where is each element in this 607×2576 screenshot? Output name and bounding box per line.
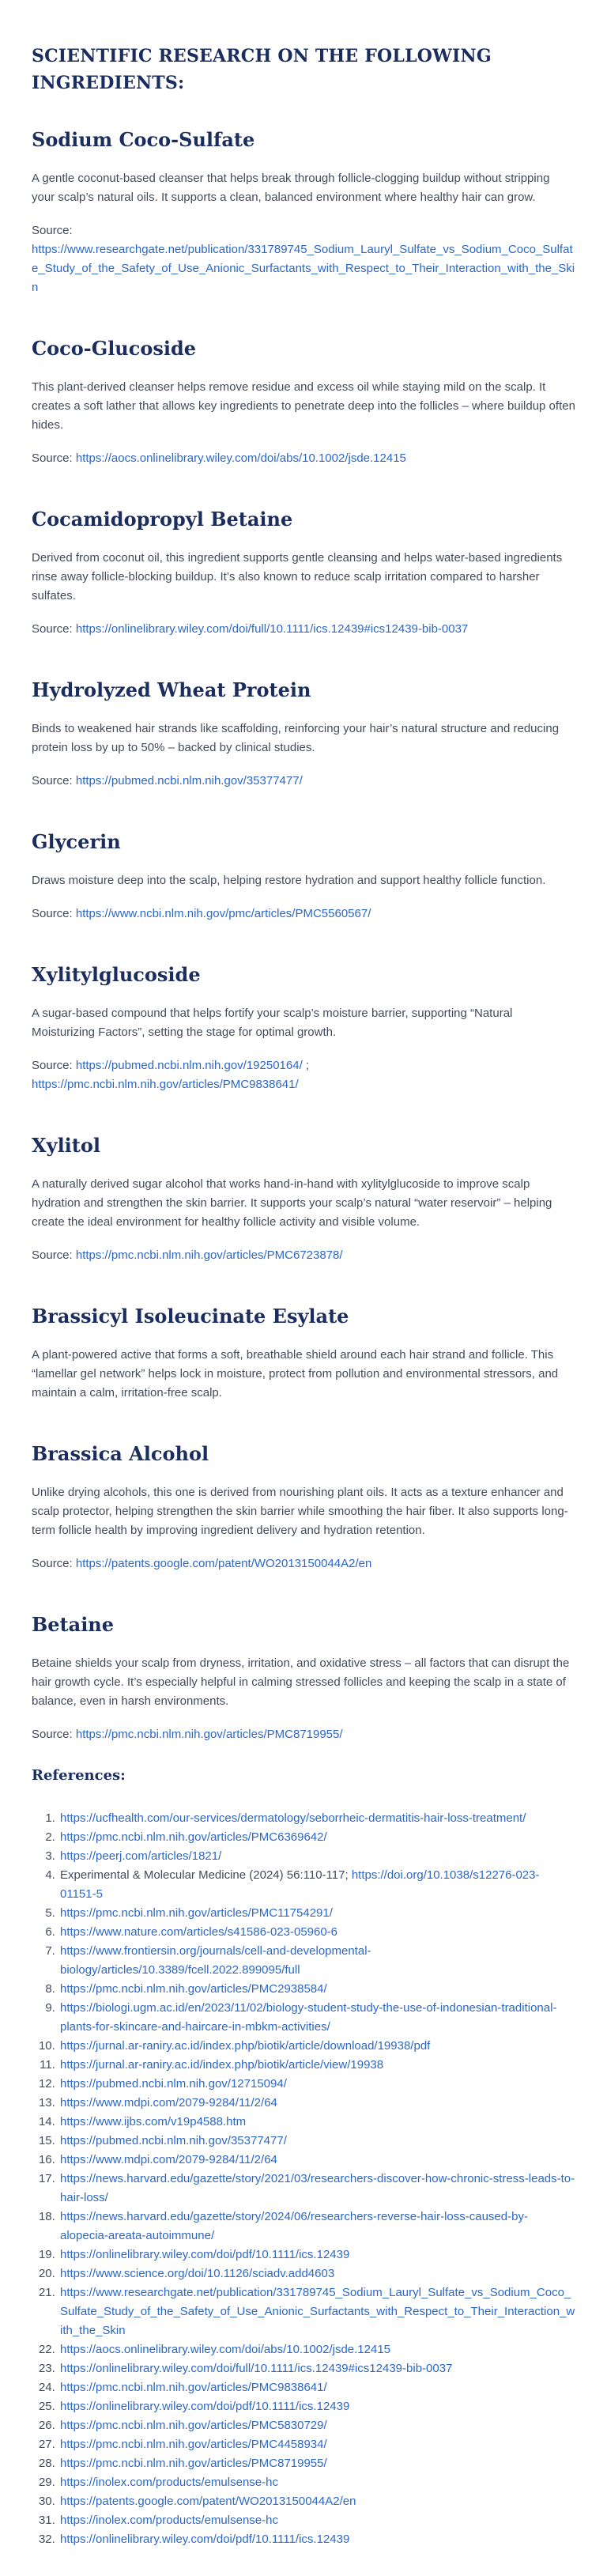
reference-item	[58, 2037, 575, 2056]
source-line	[32, 772, 575, 791]
ingredient-section	[32, 128, 575, 297]
source-label: Source:	[32, 451, 73, 465]
ingredient-description: A naturally derived sugar alcohol that works hand-in-hand with xylitylglucoside to improve scalp hydration and strengthen the skin barrier. It supports your scalp’s natural “water reservoir” – helping create the ideal environment for healthy follicle activity and visible volume.	[32, 1177, 552, 1229]
source-link[interactable]: https://pmc.ncbi.nlm.nih.gov/articles/PMC8719955/	[75, 1728, 343, 1741]
ingredient-description: Derived from coconut oil, this ingredient supports gentle cleansing and helps water-based ingredients rinse away follicle-blocking buildup. It’s also known to reduce scalp irritation compared to harsher sulfates.	[32, 551, 563, 602]
ingredient-description: Binds to weakened hair strands like scaffolding, reinforcing your hair’s natural structure and reducing protein loss by up to 50% – backed by clinical studies.	[32, 722, 560, 754]
source-link[interactable]: https://pubmed.ncbi.nlm.nih.gov/19250164/	[75, 1059, 303, 1072]
reference-item	[58, 2075, 575, 2094]
source-label: Source:	[32, 774, 73, 788]
reference-link[interactable]: https://aocs.onlinelibrary.wiley.com/doi/abs/10.1002/jsde.12415	[60, 2343, 391, 2356]
reference-text: Experimental & Molecular Medicine (2024) 56:110-117;	[60, 1868, 349, 1882]
reference-item	[58, 2283, 575, 2340]
ingredient-section	[32, 1134, 575, 1265]
ingredient-heading: Glycerin	[32, 830, 121, 853]
ingredient-description: A gentle coconut-based cleanser that helps break through follicle-clogging buildup without stripping your scalp’s natural oils. It supports a clean, balanced environment where healthy hair can grow.	[32, 172, 550, 204]
source-label: Source:	[32, 1557, 73, 1570]
reference-link[interactable]: https://www.researchgate.net/publication/331789745_Sodium_Lauryl_Sulfate_vs_Sodium_Coco_Sulfate_Study_of_the_Safety_of_Use_Anionic_Surfactants_with_Respect_to_Their_Interaction_with_the_Skin	[60, 2286, 575, 2337]
reference-link[interactable]: https://onlinelibrary.wiley.com/doi/pdf/10.1111/ics.12439	[60, 2248, 350, 2261]
ingredient-heading: Betaine	[32, 1613, 115, 1636]
reference-link[interactable]: https://pmc.ncbi.nlm.nih.gov/articles/PMC11754291/	[60, 1906, 333, 1920]
reference-item	[58, 2208, 575, 2246]
source-line	[32, 620, 575, 639]
reference-link[interactable]: https://www.frontiersin.org/journals/cell-and-developmental-biology/articles/10.3389/fcell.2022.899095/full	[60, 1944, 371, 1977]
reference-link[interactable]: https://news.harvard.edu/gazette/story/2024/06/researchers-reverse-hair-loss-caused-by-alopecia-areata-autoimmune/	[60, 2210, 528, 2242]
reference-link[interactable]: https://www.mdpi.com/2079-9284/11/2/64	[60, 2096, 277, 2110]
reference-link[interactable]: https://ucfhealth.com/our-services/dermatology/seborrheic-dermatitis-hair-loss-treatment/	[60, 1811, 526, 1825]
source-line	[32, 1554, 575, 1573]
reference-item	[58, 2473, 575, 2492]
ingredient-description: Betaine shields your scalp from dryness, irritation, and oxidative stress – all factors that can disrupt the hair growth cycle. It’s especially helpful in calming stressed follicles and keeping the scalp in a state of balance, even in harsh environments.	[32, 1656, 570, 1708]
reference-link[interactable]: https://pubmed.ncbi.nlm.nih.gov/35377477/	[60, 2134, 287, 2147]
reference-item	[58, 2378, 575, 2397]
ingredient-description: This plant-derived cleanser helps remove residue and excess oil while staying mild on the scalp. It creates a soft lather that allows key ingredients to penetrate deep into the follicles – where buildup often hides.	[32, 380, 575, 432]
source-label: Source:	[32, 1059, 73, 1072]
ingredient-heading: Hydrolyzed Wheat Protein	[32, 678, 311, 701]
ingredient-heading: Xylitol	[32, 1134, 101, 1157]
reference-item	[58, 1942, 575, 1980]
ingredient-heading: Cocamidopropyl Betaine	[32, 508, 293, 531]
ingredient-description: Draws moisture deep into the scalp, helping restore hydration and support healthy follicle function.	[32, 874, 546, 887]
reference-link[interactable]: https://pmc.ncbi.nlm.nih.gov/articles/PMC9838641/	[60, 2381, 327, 2394]
reference-link[interactable]: https://pmc.ncbi.nlm.nih.gov/articles/PMC5830729/	[60, 2419, 327, 2432]
reference-item	[58, 1866, 575, 1904]
reference-item	[58, 1809, 575, 1828]
reference-item	[58, 2511, 575, 2530]
source-link[interactable]: https://pmc.ncbi.nlm.nih.gov/articles/PMC9838641/	[32, 1078, 299, 1091]
ingredient-section	[32, 508, 575, 639]
reference-item	[58, 2264, 575, 2283]
reference-item	[58, 2056, 575, 2075]
source-link[interactable]: https://www.researchgate.net/publication/331789745_Sodium_Lauryl_Sulfate_vs_Sodium_Coco_Sulfate_Study_of_the_Safety_of_Use_Anionic_Surfactants_with_Respect_to_Their_Interaction_with_the_Skin	[32, 243, 575, 294]
reference-item	[58, 1999, 575, 2037]
ingredient-heading: Brassica Alcohol	[32, 1442, 209, 1465]
reference-link[interactable]: https://pmc.ncbi.nlm.nih.gov/articles/PMC4458934/	[60, 2438, 327, 2451]
reference-link[interactable]: https://peerj.com/articles/1821/	[60, 1849, 222, 1863]
ingredient-description: A plant-powered active that forms a soft, breathable shield around each hair strand and follicle. This “lamellar gel network” helps lock in moisture, protect from pollution and environmental stressors, and maintain a calm, irritation-free scalp.	[32, 1348, 559, 1399]
references-list	[32, 1809, 575, 2549]
source-line	[32, 1056, 575, 1094]
reference-item	[58, 2530, 575, 2549]
ingredient-heading: Sodium Coco-Sulfate	[32, 128, 255, 151]
reference-item	[58, 2359, 575, 2378]
reference-item	[58, 2340, 575, 2359]
ingredient-section	[32, 1613, 575, 1744]
reference-link[interactable]: https://biologi.ugm.ac.id/en/2023/11/02/biology-student-study-the-use-of-indonesian-traditional-plants-for-skincare-and-haircare-in-mbkm-activities/	[60, 2001, 557, 2034]
source-separator: ;	[302, 1059, 310, 1072]
reference-item	[58, 1828, 575, 1847]
source-line	[32, 905, 575, 924]
reference-item	[58, 2435, 575, 2454]
reference-item	[58, 1980, 575, 1999]
source-link[interactable]: https://onlinelibrary.wiley.com/doi/full/10.1111/ics.12439#ics12439-bib-0037	[75, 622, 469, 636]
reference-item	[58, 2094, 575, 2113]
reference-link[interactable]: https://www.mdpi.com/2079-9284/11/2/64	[60, 2153, 277, 2166]
reference-link[interactable]: https://inolex.com/products/emulsense-hc	[60, 2514, 278, 2527]
reference-item	[58, 1847, 575, 1866]
source-link[interactable]: https://pubmed.ncbi.nlm.nih.gov/35377477/	[75, 774, 303, 788]
source-link[interactable]: https://www.ncbi.nlm.nih.gov/pmc/articles/PMC5560567/	[75, 907, 371, 920]
reference-item	[58, 2454, 575, 2473]
reference-item	[58, 1904, 575, 1923]
reference-link[interactable]: https://patents.google.com/patent/WO2013150044A2/en	[60, 2495, 356, 2508]
source-link[interactable]: https://patents.google.com/patent/WO2013150044A2/en	[75, 1557, 372, 1570]
reference-link[interactable]: https://www.science.org/doi/10.1126/sciadv.add4603	[60, 2267, 335, 2280]
reference-link[interactable]: https://www.nature.com/articles/s41586-023-05960-6	[60, 1925, 338, 1939]
reference-link[interactable]: https://onlinelibrary.wiley.com/doi/pdf/10.1111/ics.12439	[60, 2533, 350, 2546]
source-label: Source:	[32, 622, 73, 636]
ingredient-heading: Xylitylglucoside	[32, 963, 201, 986]
reference-link[interactable]: https://pmc.ncbi.nlm.nih.gov/articles/PMC6369642/	[60, 1830, 327, 1844]
reference-link[interactable]: https://onlinelibrary.wiley.com/doi/pdf/10.1111/ics.12439	[60, 2400, 350, 2413]
reference-link[interactable]: https://jurnal.ar-raniry.ac.id/index.php/biotik/article/download/19938/pdf	[60, 2039, 431, 2053]
reference-link[interactable]: https://jurnal.ar-raniry.ac.id/index.php/biotik/article/view/19938	[60, 2058, 384, 2072]
ingredients	[32, 128, 575, 1744]
ingredient-section	[32, 963, 575, 1094]
ingredient-section	[32, 678, 575, 791]
reference-item	[58, 2113, 575, 2132]
reference-link[interactable]: https://news.harvard.edu/gazette/story/2021/03/researchers-discover-how-chronic-stress-leads-to-hair-loss/	[60, 2172, 575, 2204]
ingredient-section	[32, 337, 575, 468]
ingredient-description: A sugar-based compound that helps fortify your scalp’s moisture barrier, supporting “Natural Moisturizing Factors”, setting the stage for optimal growth.	[32, 1007, 513, 1039]
reference-link[interactable]: https://onlinelibrary.wiley.com/doi/full/10.1111/ics.12439#ics12439-bib-0037	[60, 2362, 453, 2375]
reference-link[interactable]: https://pubmed.ncbi.nlm.nih.gov/12715094/	[60, 2077, 287, 2091]
source-label: Source:	[32, 1248, 73, 1262]
references-heading: References:	[32, 1767, 126, 1784]
ingredient-description: Unlike drying alcohols, this one is derived from nourishing plant oils. It acts as a texture enhancer and scalp protector, helping strengthen the skin barrier while smoothing the hair fiber. It also supports long-term follicle health by improving ingredient delivery and hydration retention.	[32, 1486, 568, 1537]
reference-link[interactable]: https://www.ijbs.com/v19p4588.htm	[60, 2115, 247, 2128]
reference-link[interactable]: https://doi.org/10.1038/s12276-023-01151-5	[60, 1868, 540, 1901]
reference-link[interactable]: https://inolex.com/products/emulsense-hc	[60, 2476, 278, 2489]
reference-link[interactable]: https://pmc.ncbi.nlm.nih.gov/articles/PMC8719955/	[60, 2457, 327, 2470]
page-title: SCIENTIFIC RESEARCH ON THE FOLLOWING INGREDIENTS:	[32, 46, 492, 93]
source-label: Source:	[32, 907, 73, 920]
ingredient-section	[32, 1305, 575, 1403]
reference-item	[58, 2492, 575, 2511]
source-link[interactable]: https://aocs.onlinelibrary.wiley.com/doi/abs/10.1002/jsde.12415	[75, 451, 406, 465]
ingredient-section	[32, 1442, 575, 1573]
reference-item	[58, 2170, 575, 2208]
source-label: Source:	[32, 224, 73, 237]
ingredient-section	[32, 830, 575, 924]
source-line	[32, 221, 575, 297]
reference-item	[58, 2151, 575, 2170]
ingredient-heading: Brassicyl Isoleucinate Esylate	[32, 1305, 349, 1328]
source-label: Source:	[32, 1728, 73, 1741]
ingredient-heading: Coco-Glucoside	[32, 337, 197, 360]
source-line	[32, 1725, 575, 1744]
source-line	[32, 449, 575, 468]
reference-item	[58, 2397, 575, 2416]
reference-item	[58, 2132, 575, 2151]
reference-item	[58, 2246, 575, 2264]
reference-link[interactable]: https://pmc.ncbi.nlm.nih.gov/articles/PMC2938584/	[60, 1982, 327, 1996]
source-line	[32, 1246, 575, 1265]
reference-item	[58, 1923, 575, 1942]
reference-item	[58, 2416, 575, 2435]
source-link[interactable]: https://pmc.ncbi.nlm.nih.gov/articles/PMC6723878/	[75, 1248, 343, 1262]
